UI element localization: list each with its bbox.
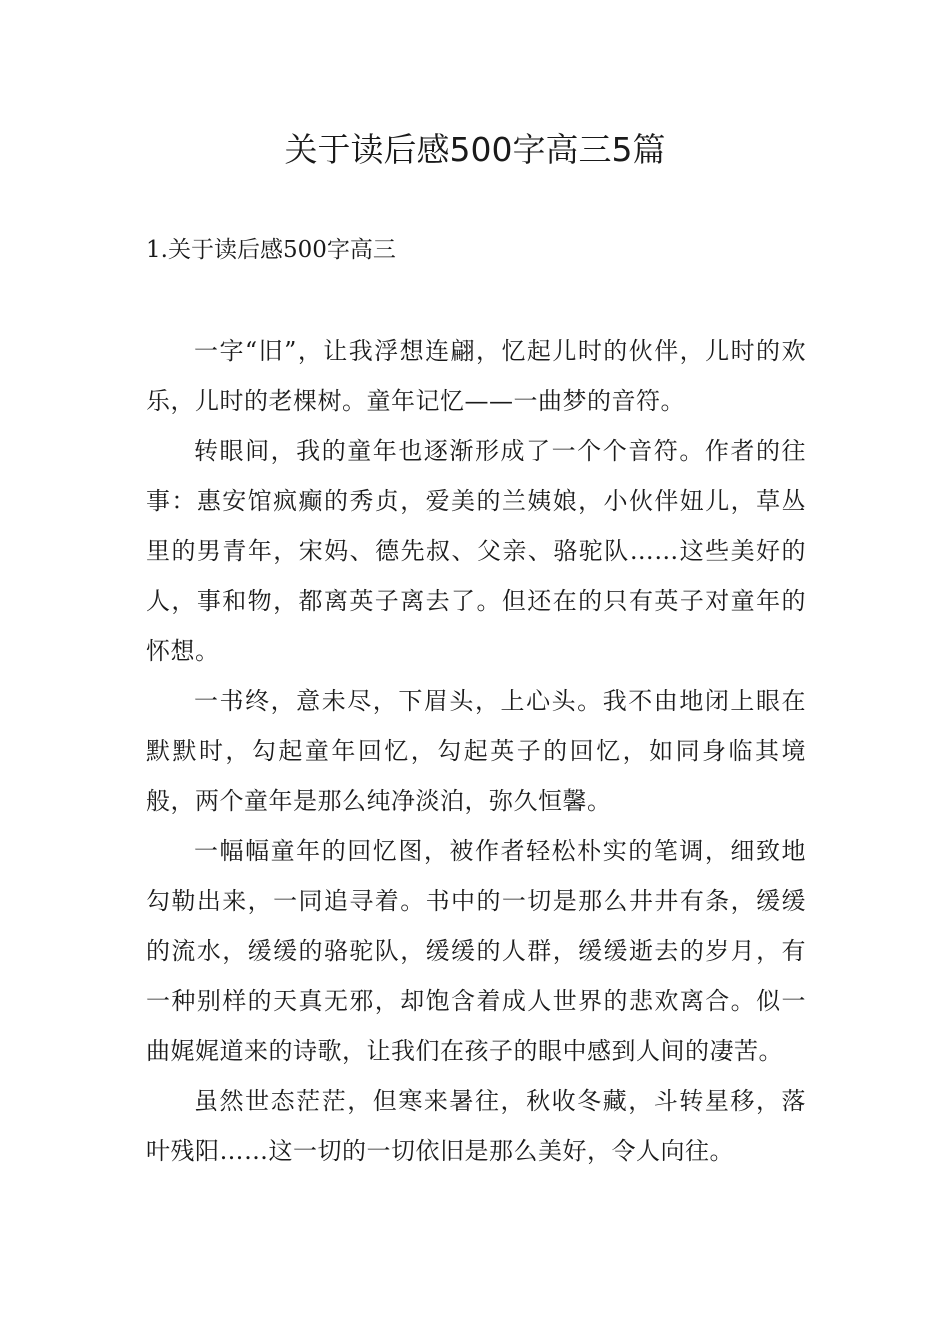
document-title: 关于读后感500字高三5篇 <box>284 130 666 169</box>
body-text <box>146 326 806 1176</box>
paragraph-2: 转眼间，我的童年也逐渐形成了一个个音符。作者的往事：惠安馆疯癫的秀贞，爱美的兰姨娘，小伙伴妞儿，草丛里的男青年，宋妈、德先叔、父亲、骆驼队……这些美好的人，事和物，都离英子离去了。但还在的只有英子对童年的怀想。 <box>146 437 806 665</box>
paragraph-1: 一字“旧”，让我浮想连翩，忆起儿时的伙伴，儿时的欢乐，儿时的老棵树。童年记忆——一曲梦的音符。 <box>146 337 806 415</box>
section-heading: 1.关于读后感500字高三 <box>146 237 396 263</box>
paragraph-3: 一书终，意未尽，下眉头，上心头。我不由地闭上眼在默默时，勾起童年回忆，勾起英子的回忆，如同身临其境般，两个童年是那么纯净淡泊，弥久恒馨。 <box>146 687 806 815</box>
paragraph-4: 一幅幅童年的回忆图，被作者轻松朴实的笔调，细致地勾勒出来，一同追寻着。书中的一切是那么井井有条，缓缓的流水，缓缓的骆驼队，缓缓的人群，缓缓逝去的岁月，有一种别样的天真无邪，却饱含着成人世界的悲欢离合。似一曲娓娓道来的诗歌，让我们在孩子的眼中感到人间的凄苦。 <box>146 837 806 1065</box>
paragraph-5: 虽然世态茫茫，但寒来暑往，秋收冬藏，斗转星移，落叶残阳……这一切的一切依旧是那么美好，令人向往。 <box>146 1087 806 1165</box>
